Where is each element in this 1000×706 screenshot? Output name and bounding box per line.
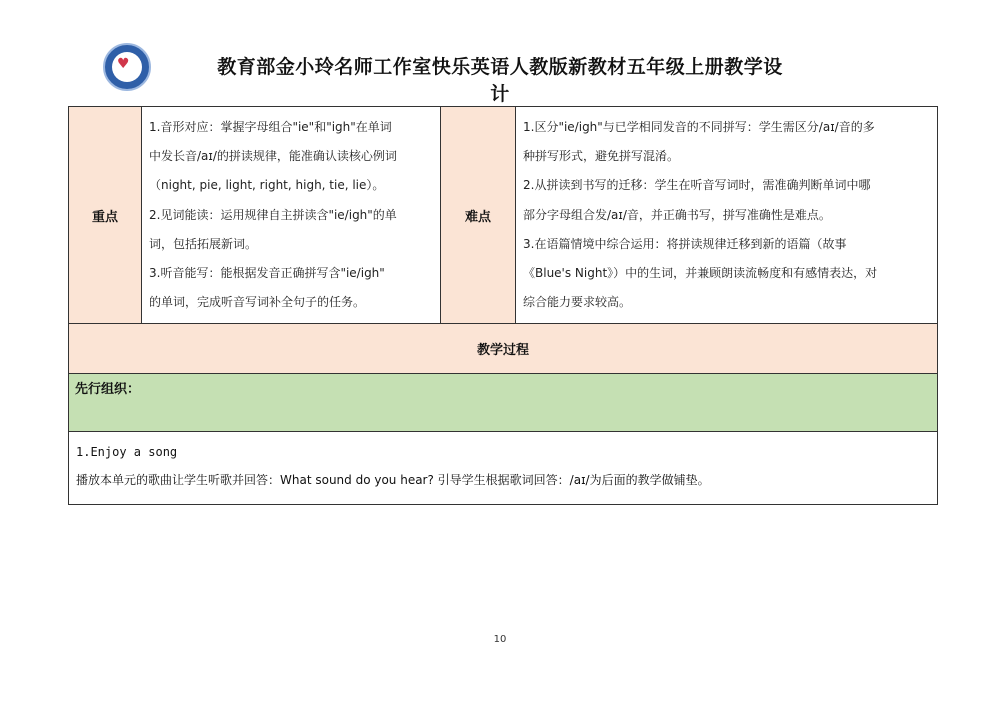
page-title: 教育部金小玲名师工作室快乐英语人教版新教材五年级上册教学设计 [217,56,783,105]
advance-organizer-heading: 先行组织： [69,374,938,432]
key-point-line: 1.音形对应：掌握字母组合"ie"和"igh"在单词 [149,120,392,134]
difficulty-line: 部分字母组合发/aɪ/音，并正确书写，拼写准确性是难点。 [523,207,831,222]
lesson-design-table [68,106,938,505]
step-1-text: 播放本单元的歌曲让学生听歌并回答：What sound do you hear? 引导学生根据歌词回答：/aɪ/为后面的教学做铺垫。 [76,473,710,488]
page-number: 10 [493,634,507,645]
heart-icon: ♥ [117,56,130,72]
key-point-line: 词，包括拓展新词。 [149,236,258,251]
studio-logo [103,43,151,91]
difficulty-line: 种拼写形式，避免拼写混淆。 [523,149,680,164]
difficulty-line: 1.区分"ie/igh"与已学相同发音的不同拼写：学生需区分/aɪ/音的多 [523,120,875,134]
page-header [0,0,1000,105]
key-points-label: 重点 [69,107,142,324]
difficulty-cell [516,107,938,324]
difficulty-line: 3.在语篇情境中综合运用：将拼读规律迁移到新的语篇（故事 [523,236,847,251]
key-point-line: 2.见词能读：运用规律自主拼读含"ie/igh"的单 [149,207,397,222]
step-1-title: 1.Enjoy a song [76,445,178,460]
key-point-line: （night, pie, light, right, high, tie, lie）。 [149,178,385,193]
difficulty-line: 综合能力要求较高。 [523,295,632,310]
key-point-line: 的单词，完成听音写词补全句子的任务。 [149,295,366,310]
key-points-cell [142,107,441,324]
difficulty-line: 2.从拼读到书写的迁移：学生在听音写词时，需准确判断单词中哪 [523,178,871,193]
step-1-cell [69,432,938,505]
key-point-line: 3.听音能写：能根据发音正确拼写含"ie/igh" [149,266,385,281]
difficulty-line: 《Blue's Night》）中的生词，并兼顾朗读流畅度和有感情表达，对 [523,266,878,281]
teaching-process-title: 教学过程 [69,324,938,374]
key-point-line: 中发长音/aɪ/的拼读规律，能准确认读核心例词 [149,149,397,164]
difficulty-label: 难点 [441,107,516,324]
